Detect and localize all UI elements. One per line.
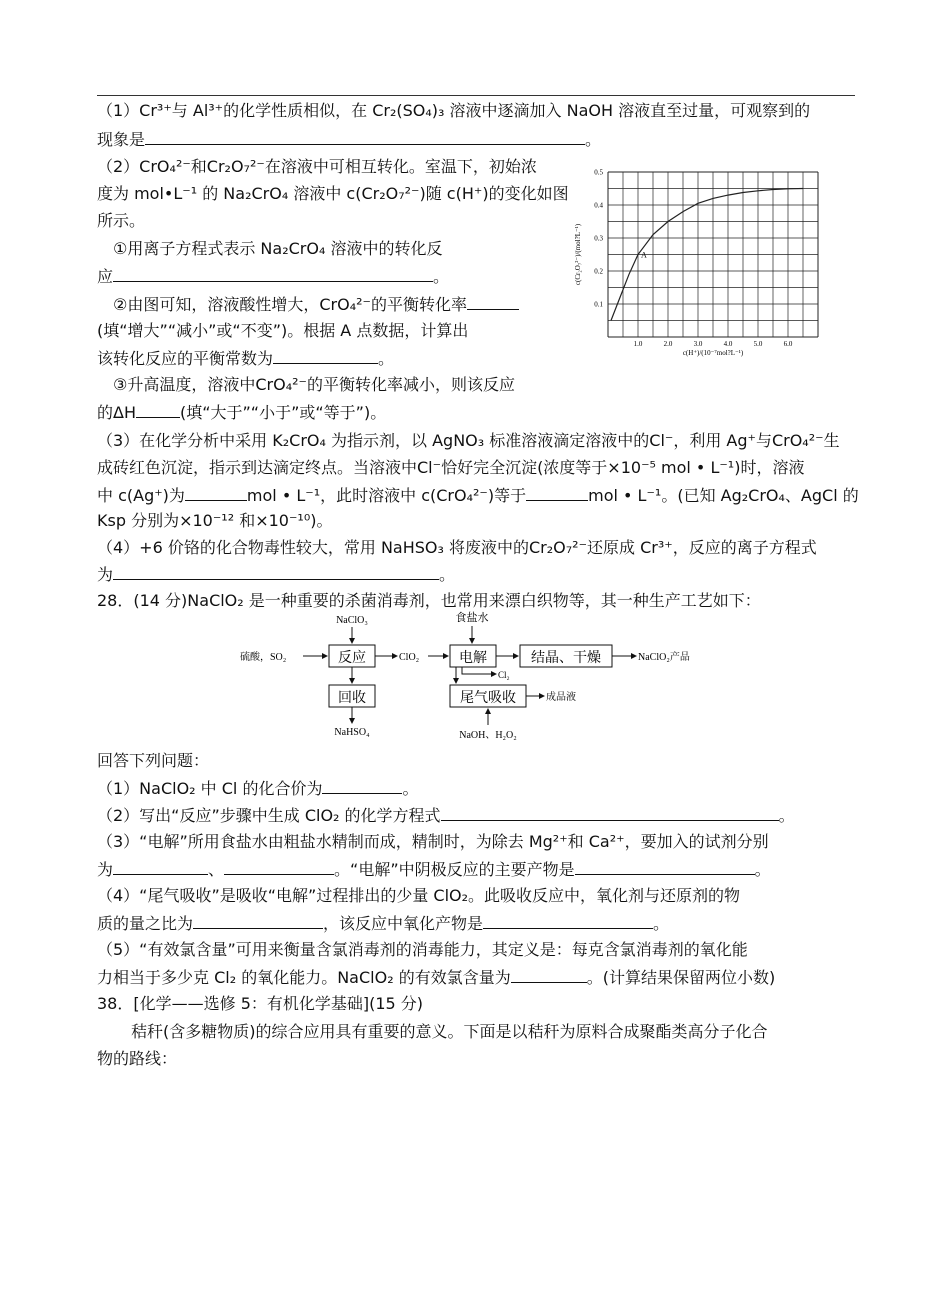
q28-p4-line1: （4）“尾气吸收”是吸收“电解”过程排出的少量 ClO₂。此吸收反应中，氧化剂与还原剂的物: [97, 886, 741, 905]
chart: [560, 160, 830, 375]
q28-p3-blank2[interactable]: [224, 858, 334, 875]
q2-end5: 。: [433, 267, 450, 286]
flow-input: 硫酸，SO₂: [240, 652, 287, 663]
q28-title: 28．(14 分)NaClO₂ 是一种重要的杀菌消毒剂，也常用来漂白织物等，其一种生产工艺如下：: [97, 591, 761, 610]
q28-p3-text-a: 为: [97, 860, 114, 879]
flow-naclo3: NaClO₃: [336, 615, 368, 626]
q4-line2: [97, 563, 455, 586]
q2-text8: 该转化反应的平衡常数为: [97, 349, 274, 368]
chart-xtick-label: 6.0: [783, 340, 793, 348]
q28-p3-text-d: 。: [754, 860, 771, 879]
q28-p3-text-b: 、: [208, 860, 225, 879]
q2-conversion-blank[interactable]: [467, 293, 519, 310]
chart-ytick-label: 0.5: [594, 168, 603, 177]
q28-p2: [97, 804, 795, 827]
flow-chengpin: 成品液: [546, 692, 576, 703]
q28-p2-end: 。: [778, 806, 795, 825]
flow-jiejing: 结晶、干燥: [531, 651, 601, 666]
process-flowchart: [240, 606, 720, 746]
q2-text5: 应: [97, 267, 114, 286]
q3-text3b: mol • L⁻¹，此时溶液中 c(CrO₄²⁻)等于: [246, 486, 527, 505]
q3-line3: [97, 484, 859, 507]
q3-line4: Ksp 分别为×10⁻¹² 和×10⁻¹⁰)。: [97, 511, 333, 530]
q3-line2: 成砖红色沉淀，指示到达滴定终点。当溶液中Cl⁻恰好完全沉淀(浓度等于×10⁻⁵ mol • L⁻¹)时，溶液: [97, 458, 805, 477]
chart-ytick-label: 0.2: [594, 267, 603, 276]
q3-ag-blank[interactable]: [185, 484, 247, 501]
flow-nahso4: NaHSO₄: [334, 727, 370, 738]
q1-text: 现象是: [97, 130, 146, 149]
q2-line9: ③升高温度，溶液中CrO₄²⁻的平衡转化率减小，则该反应: [113, 375, 515, 394]
q28-p3-blank3[interactable]: [575, 858, 755, 875]
q28-p1-blank[interactable]: [322, 777, 402, 794]
flow-naoh: NaOH、H₂O₂: [459, 730, 517, 741]
q28-p2-blank[interactable]: [441, 804, 779, 821]
q2-line4: ①用离子方程式表示 Na₂CrO₄ 溶液中的转化反: [113, 239, 443, 258]
q1-end: 。: [585, 130, 602, 149]
q4-equation-blank[interactable]: [113, 563, 439, 580]
flow-fanying: 反应: [338, 651, 366, 666]
q2-line10: [97, 401, 386, 424]
q2-ion-equation-blank[interactable]: [113, 265, 433, 282]
flow-huishou: 回收: [338, 691, 366, 706]
q28-p4-blank1[interactable]: [193, 912, 323, 929]
q4-text: 为: [97, 565, 114, 584]
top-rule: [97, 95, 855, 96]
q2-text10: 的ΔH: [97, 403, 136, 422]
chart-xtick-label: 4.0: [723, 340, 733, 348]
q28-p4-text-b: ，该反应中氧化产物是: [323, 914, 484, 933]
q38-line1: 秸秆(含多糖物质)的综合应用具有重要的意义。下面是以秸秆为原料合成聚酯类高分子化合: [131, 1022, 768, 1041]
chart-ticks: [594, 169, 793, 349]
q28-p3-line1: （3）“电解”所用食盐水由粗盐水精制而成，精制时，为除去 Mg²⁺和 Ca²⁺，要加入的试剂分别: [97, 832, 769, 851]
chart-xtick-label: 2.0: [663, 340, 673, 348]
q28-p4-blank2[interactable]: [483, 912, 653, 929]
q2-line1: （2）CrO₄²⁻和Cr₂O₇²⁻在溶液中可相互转化。室温下，初始浓: [97, 157, 537, 176]
q28-p5-line2: [97, 966, 775, 989]
q28-p4-text-a: 质的量之比为: [97, 914, 194, 933]
flow-dianjie: 电解: [459, 651, 487, 666]
q4-end: 。: [439, 565, 456, 584]
flow-shiyanshui: 食盐水: [455, 612, 489, 624]
q28-p5-line1: （5）“有效氯含量”可用来衡量含氯消毒剂的消毒能力，其定义是：每克含氯消毒剂的氧化能: [97, 940, 748, 959]
q38-line2: 物的路线：: [97, 1049, 178, 1068]
q28-p3-blank1[interactable]: [113, 858, 208, 875]
q2-k-blank[interactable]: [273, 347, 378, 364]
q28-p2-text: （2）写出“反应”步骤中生成 ClO₂ 的化学方程式: [97, 806, 441, 825]
chart-ytick-label: 0.3: [594, 234, 603, 243]
chart-ytick-label: 0.4: [594, 201, 603, 210]
q3-text3c: mol • L⁻¹。(已知 Ag₂CrO₄、AgCl 的: [588, 486, 859, 505]
q2-line7: (填“增大”“减小”或“不变”)。根据 A 点数据，计算出: [97, 321, 469, 340]
q28-p4-line2: [97, 912, 669, 935]
flow-weiqi: 尾气吸收: [460, 691, 516, 706]
q1-answer-blank[interactable]: [145, 128, 585, 145]
chart-xtick-label: 5.0: [753, 340, 763, 348]
q2-line5: [97, 265, 449, 288]
q2-line2: 度为 mol•L⁻¹ 的 Na₂CrO₄ 溶液中 c(Cr₂O₇²⁻)随 c(H⁺)的变化如图: [97, 184, 569, 203]
chart-xtick-label: 3.0: [693, 340, 703, 348]
q1-line2: [97, 128, 601, 151]
q28-p5-blank[interactable]: [511, 966, 587, 983]
q4-line1: （4）+6 价铬的化合物毒性较大，常用 NaHSO₃ 将废液中的Cr₂O₇²⁻还原成 Cr³⁺，反应的离子方程式: [97, 538, 817, 557]
q28-p5-text-b: 。(计算结果保留两位小数): [586, 968, 776, 987]
q2-text6: ②由图可知，溶液酸性增大，CrO₄²⁻的平衡转化率: [113, 295, 467, 314]
q2-end8: 。: [378, 349, 395, 368]
q28-p5-text-a: 力相当于多少克 Cl₂ 的氧化能力。NaClO₂ 的有效氯含量为: [97, 968, 511, 987]
chart-xtick-label: 1.0: [633, 340, 643, 348]
q1-line1: （1）Cr³⁺与 Al³⁺的化学性质相似，在 Cr₂(SO₄)₃ 溶液中逐滴加入 NaOH 溶液直至过量，可观察到的: [97, 101, 811, 120]
flow-cl2: Cl₂: [498, 670, 510, 680]
q28-answer: 回答下列问题：: [97, 751, 210, 770]
q2-line8: [97, 347, 394, 370]
q2-end10: (填“大于”“小于”或“等于”)。: [179, 403, 387, 422]
q3-cro4-blank[interactable]: [526, 484, 588, 501]
q28-p4-text-c: 。: [653, 914, 670, 933]
q2-line3: 所示。: [97, 211, 146, 230]
chart-xlabel: c(H⁺)/(10⁻⁷mol?L⁻¹): [682, 349, 744, 357]
flow-arrow-cl2: [462, 667, 496, 674]
chart-grid: [608, 172, 818, 337]
q2-line6: [113, 293, 519, 316]
chart-ytick-label: 0.1: [594, 300, 603, 309]
q28-p1: [97, 777, 418, 800]
q3-line1: （3）在化学分析中采用 K₂CrO₄ 为指示剂，以 AgNO₃ 标准溶液滴定溶液中的Cl⁻，利用 Ag⁺与CrO₄²⁻生: [97, 431, 840, 450]
chart-point-a: A: [641, 250, 647, 260]
q28-p1-text: （1）NaClO₂ 中 Cl 的化合价为: [97, 779, 323, 798]
q28-p1-end: 。: [402, 779, 419, 798]
q38-title: 38．[化学——选修 5：有机化学基础](15 分): [97, 994, 424, 1013]
q28-p3-text-c: 。“电解”中阴极反应的主要产物是: [334, 860, 575, 879]
q28-p3-line2: [97, 858, 771, 881]
flow-product: NaClO₂产品: [638, 652, 690, 663]
q3-text3a: 中 c(Ag⁺)为: [97, 486, 185, 505]
flow-clo2: ClO₂: [399, 652, 420, 663]
q2-dh-blank[interactable]: [136, 401, 180, 418]
chart-ylabel: c(Cr₂O₇²⁻)/(mol?L⁻¹): [574, 223, 582, 286]
